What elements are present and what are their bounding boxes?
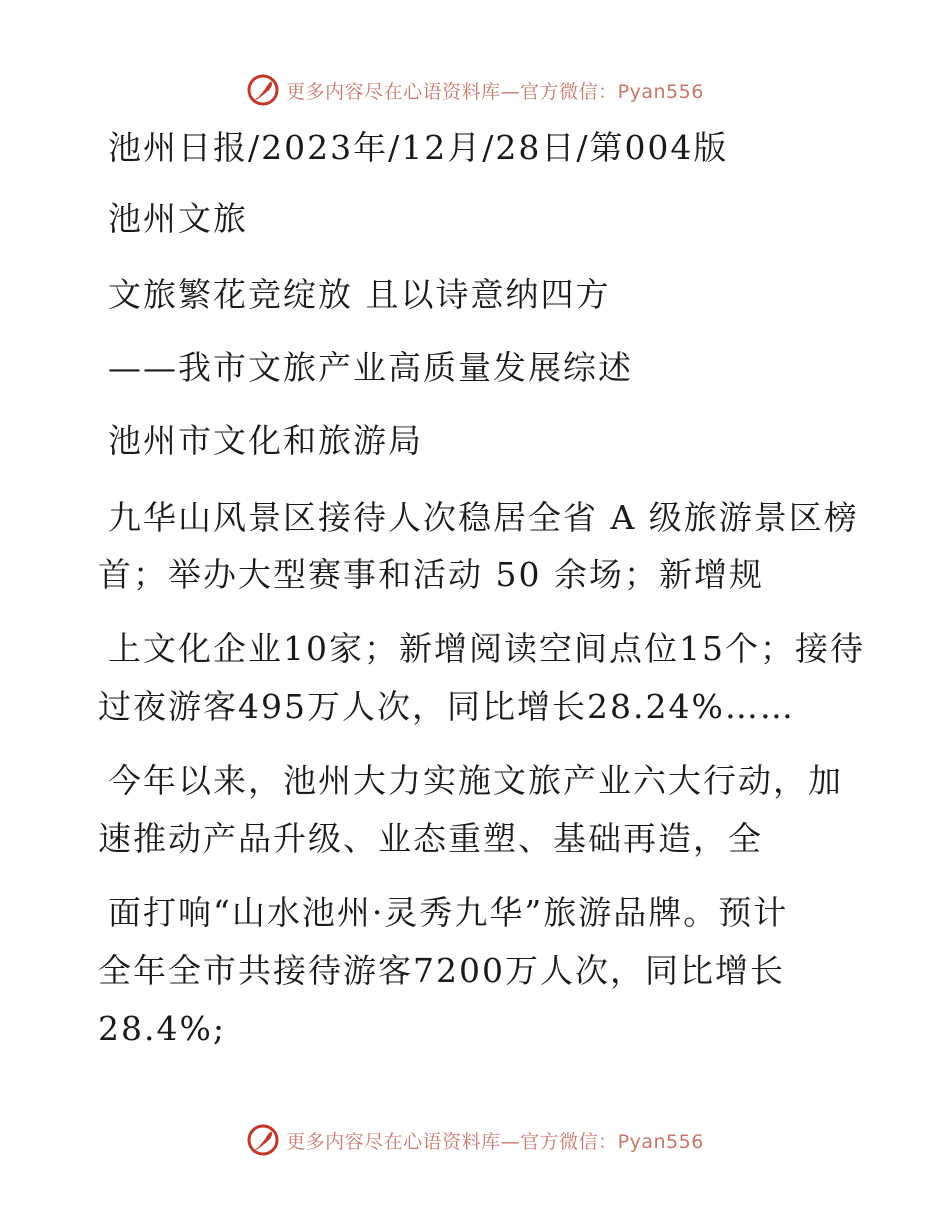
body-line: 首；举办大型赛事和活动 50 余场；新增规	[98, 555, 764, 594]
footer-watermark	[0, 1120, 950, 1160]
body-line: 过夜游客495万人次，同比增长28.24%……	[98, 687, 795, 726]
body-line: 28.4%;	[98, 1009, 226, 1048]
feather-pen-in-circle-icon	[246, 73, 280, 107]
body-line: 九华山风景区接待人次稳居全省 A 级旅游景区榜	[108, 498, 859, 537]
body-line: 速推动产品升级、业态重塑、基础再造，全	[98, 819, 763, 858]
article-subtitle: ——我市文旅产业高质量发展综述	[108, 348, 633, 387]
body-line: 面打响“山水池州·灵秀九华”旅游品牌。预计	[108, 893, 789, 932]
column-name: 池州文旅	[108, 199, 248, 238]
header-watermark	[0, 70, 950, 110]
body-line: 全年全市共接待游客7200万人次，同比增长	[98, 951, 785, 990]
newspaper-source-line: 池州日报/2023年/12月/28日/第004版	[108, 128, 729, 167]
watermark-text: 更多内容尽在心语资料库—官方微信：Pyan556	[286, 1130, 704, 1153]
body-line: 今年以来，池州大力实施文旅产业六大行动，加	[108, 761, 843, 800]
body-line: 上文化企业10家；新增阅读空间点位15个；接待	[108, 629, 865, 668]
article-author: 池州市文化和旅游局	[108, 421, 423, 460]
watermark-text: 更多内容尽在心语资料库—官方微信：Pyan556	[286, 80, 704, 103]
feather-pen-in-circle-icon	[246, 1123, 280, 1157]
article-title: 文旅繁花竞绽放 且以诗意纳四方	[108, 275, 611, 314]
